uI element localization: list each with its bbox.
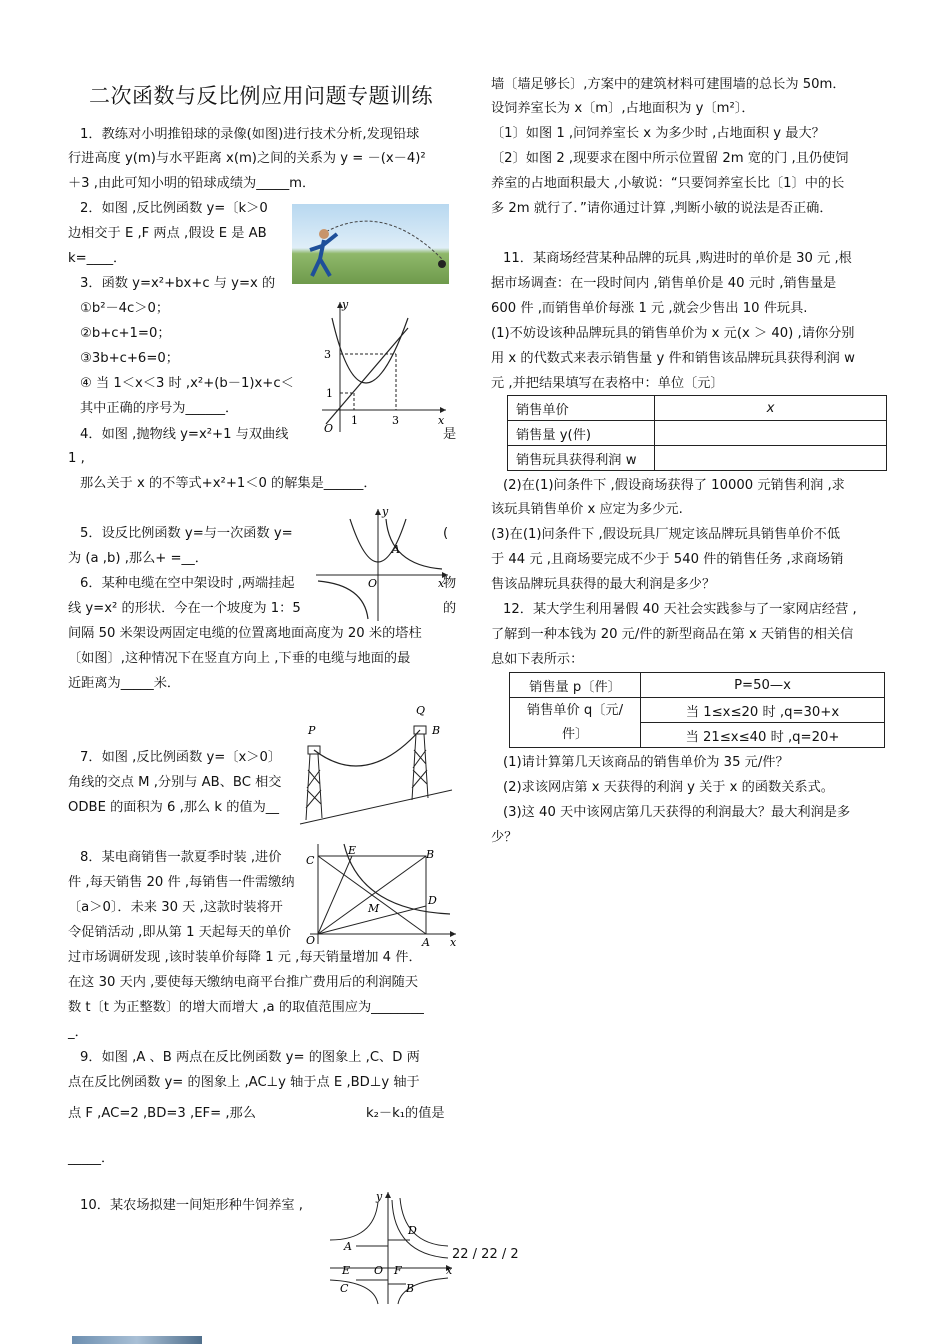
table-cell: 销售玩具获得利润 w [508,446,655,471]
q3-fig-label: y [342,298,349,311]
q7-fig-label: B [426,848,435,861]
table-cell: P=50—x [641,673,885,698]
shot-put-photo [292,204,449,284]
q7-fig-label: O [306,934,316,947]
q4-line1: 4．如图 ,抛物线 y=x²+1 与双曲线 [80,427,289,442]
q11-table [507,395,887,471]
q7-line3: ODBE 的面积为 6 ,那么 k 的值为__ [68,800,279,815]
q8-line3: 〔a＞0〕．未来 30 天 ,这款时装将开 [68,900,283,915]
q6-line1-tail: 物 [443,576,457,591]
q7-figure [300,840,460,950]
q9-line2: 点在反比例函数 y= 的图象上 ,AC⊥y 轴于点 E ,BD⊥y 轴于 [68,1075,420,1090]
q10-part2-line3: 多 2m 就行了．”请你通过计算 ,判断小敏的说法是否正确． [491,201,833,216]
q6-fig-label: B [432,724,441,737]
q6-fig-label: P [308,724,316,737]
q3-fig-label: O [324,422,334,435]
q11-part2-line2: 该玩具销售单价 x 应定为多少元. [491,502,683,517]
q6-line3: 间隔 50 米架设两固定电缆的位置离地面高度为 20 米的塔柱 [68,626,422,641]
q11-line5: 用 x 的代数式来表示销售量 y 件和销售该品牌玩具获得利润 w [491,351,855,366]
q9-line3: 点 F ,AC=2 ,BD=3 ,EF= ,那么 [68,1106,256,1121]
q4-fig-label: y [382,505,389,518]
q9-fig-label: F [394,1264,402,1277]
q3-fig-label: 3 [392,414,399,427]
table-row [510,698,885,723]
page-title: 二次函数与反比例应用问题专题训练 [89,84,433,108]
q7-fig-label: A [422,936,430,949]
table-row [508,421,887,446]
q9-fig-label: O [374,1264,384,1277]
q7-fig-label: M [368,902,380,915]
q11-line3: 600 件 ,而销售单价每涨 1 元 ,就会少售出 10 件玩具. [491,301,808,316]
q2-line3: k=____． [68,251,127,266]
q11-line4: (1)不妨设该种品牌玩具的销售单价为 x 元(x ＞ 40) ,请你分别 [491,326,855,341]
q6-line4: 〔如图〕,这种情况下在竖直方向上 ,下垂的电缆与地面的最 [68,651,411,666]
q11-part3-line1: (3)在(1)问条件下 ,假设玩具厂规定该品牌玩具销售单价不低 [491,527,841,542]
q3-item1: ①b²－4c＞0； [80,301,170,316]
shot-put-illustration [292,204,449,284]
q3-item4: ④ 当 1＜x＜3 时 ,x²+(b－1)x+c＜ [80,376,294,391]
q6-line5: 近距离为_____米． [68,676,181,691]
q8-line5: 过市场调研发现 ,该时装单价每降 1 元 ,每天销量增加 4 件． [68,950,422,965]
q7-fig-label: C [306,854,315,867]
table-cell [655,446,887,471]
table-cell: 销售量 y(件) [508,421,655,446]
q6-line2: 线 y=x² 的形状．今在一个坡度为 1：5 [68,601,301,616]
q6-line1: 6．某种电缆在空中架设时 ,两端挂起 [80,576,295,591]
q5-line2: 为 (a ,b) ,那么+ =__． [68,551,208,566]
q3-fig-label: x [438,414,445,427]
q12-part2: (2)求该网店第 x 天获得的利润 y 关于 x 的函数关系式。 [503,780,834,795]
q9-line1: 9．如图 ,A 、B 两点在反比例函数 y= 的图象上 ,C、D 两 [80,1050,420,1065]
q12-part3-line2: 少？ [491,830,518,845]
q9-line4: _____． [68,1151,115,1166]
q9-fig-label: D [408,1224,417,1237]
q10-line1: 10．某农场拟建一间矩形种牛饲养室 , [80,1198,303,1213]
q7-line1: 7．如图 ,反比例函数 y=〔x＞0〕 [80,750,282,765]
q7-line2: 角线的交点 M ,分别与 AB、BC 相交 [68,775,282,790]
q3-item3: ③3b+c+6=0； [80,351,179,366]
q12-table [509,672,885,748]
q9-fig-label: A [344,1240,352,1253]
q4-figure [312,505,452,623]
q4-fig-label: O [368,577,378,590]
q4-line2: 1 , [68,451,85,466]
q12-line3: 息如下表所示： [491,652,584,667]
q10-cont-line2: 设饲养室长为 x〔m〕,占地面积为 y〔m²〕． [491,101,755,116]
q10-part2-line1: 〔2〕如图 2 ,现要求在图中所示位置留 2m 宽的门 ,且仍使饲 [491,151,849,166]
q6-figure [296,700,456,830]
table-cell: 当 21≤x≤40 时 ,q=20+ [641,723,885,748]
table-row [508,396,887,421]
q8-line4: 令促销活动 ,即从第 1 天起每天的单价 [68,925,291,940]
q8-line6: 在这 30 天内 ,要使每天缴纳电商平台推广费用后的利润随天 [68,975,419,990]
q11-part2-line1: (2)在(1)问条件下 ,假设商场获得了 10000 元销售利润 ,求 [503,478,845,493]
q12-part1: (1)请计算第几天该商品的销售单价为 35 元/件？ [503,755,789,770]
q9-line3-tail: k₂－k₁的值是 [366,1106,445,1121]
q3-fig-label: 1 [326,387,333,400]
q3-line1: 3．函数 y=x²+bx+c 与 y=x 的 [80,276,276,291]
q9-fig-label: B [406,1282,415,1295]
q1-line3: ＋3 ,由此可知小明的铅球成绩为_____m． [68,176,316,191]
table-cell [655,421,887,446]
q12-part3-line1: (3)这 40 天中该网店第几天获得的利润最大？最大利润是多 [503,805,851,820]
q3-fig-label: 1 [351,414,358,427]
q7-fig-label: D [428,894,437,907]
q8-line1: 8．某电商销售一款夏季时装 ,进价 [80,850,282,865]
q8-line7: 数 t〔t 为正整数〕的增大而增大 ,a 的取值范围应为________ [68,1000,424,1015]
q11-part3-line2: 于 44 元 ,且商场要完成不少于 540 件的销售任务 ,求商场销 [491,552,844,567]
page-number: 22 / 22 / 2 [452,1247,519,1262]
table-cell: 销售单价 [508,396,655,421]
table-cell: 当 1≤x≤20 时 ,q=30+x [641,698,885,723]
table-row [508,446,887,471]
q3-figure [318,298,450,436]
q3-answer: 其中正确的序号为______． [80,401,239,416]
table-cell: x [655,396,887,421]
q11-part3-line3: 售该品牌玩具获得的最大利润是多少？ [491,577,716,592]
q10-part2-line2: 养室的占地面积最大 ,小敏说：“只要饲养室长比〔1〕中的长 [491,176,845,191]
cropped-image-fragment [72,1336,202,1344]
q5-line1: 5．设反比例函数 y=与一次函数 y= [80,526,293,541]
q1-line2: 行进高度 y(m)与水平距离 x(m)之间的关系为 y = －(x－4)² [68,151,426,166]
q8-line8: _． [68,1025,88,1040]
q4-fig-label: x [438,577,445,590]
q12-line1: 12．某大学生利用暑假 40 天社会实践参与了一家网店经营 , [503,602,857,617]
q7-fig-label: x [450,936,457,949]
q9-fig-label: E [342,1264,351,1277]
q6-line2-tail: 的 [443,601,457,616]
q9-fig-label: x [446,1264,453,1277]
q1-line1: 1．教练对小明推铅球的录像(如图)进行技术分析,发现铅球 [80,127,420,142]
q11-line1: 11．某商场经营某种品牌的玩具 ,购进时的单价是 30 元 ,根 [503,251,852,266]
q11-line6: 元 ,并把结果填写在表格中：单位〔元〕 [491,376,724,391]
q12-line2: 了解到一种本钱为 20 元/件的新型商品在第 x 天销售的相关信 [491,627,854,642]
table-cell-line: 销售单价 q〔元/ [526,702,624,718]
q4-fig-label: A [392,543,400,556]
q6-fig-label: Q [416,704,426,717]
q3-fig-label: 3 [324,348,331,361]
q2-line1: 2．如图 ,反比例函数 y=〔k＞0 [80,201,268,216]
q9-fig-label: y [376,1190,383,1203]
q8-line2: 件 ,每天销售 20 件 ,每销售一件需缴纳 [68,875,295,890]
q9-fig-label: C [340,1282,349,1295]
q7-fig-label: E [348,844,357,857]
q10-cont-line1: 墙〔墙足够长〕,方案中的建筑材料可建围墙的总长为 50m． [491,77,846,92]
q4-line1-tail: 是 [443,427,457,442]
q2-line2: 边相交于 E ,F 两点 ,假设 E 是 AB [68,226,267,241]
table-cell: 销售量 p〔件〕 [510,673,641,698]
table-cell [510,698,641,748]
table-row [510,673,885,698]
q5-line1-tail: ( [443,526,449,541]
q9-figure [326,1188,456,1306]
q4-line3: 那么关于 x 的不等式+x²+1＜0 的解集是______． [80,476,377,491]
q10-part1: 〔1〕如图 1 ,问饲养室长 x 为多少时 ,占地面积 y 最大？ [491,126,825,141]
q11-line2: 据市场调查：在一段时间内 ,销售单价是 40 元时 ,销售量是 [491,276,837,291]
table-cell-line: 件〕 [561,726,589,742]
q3-item2: ②b+c+1=0； [80,326,171,341]
